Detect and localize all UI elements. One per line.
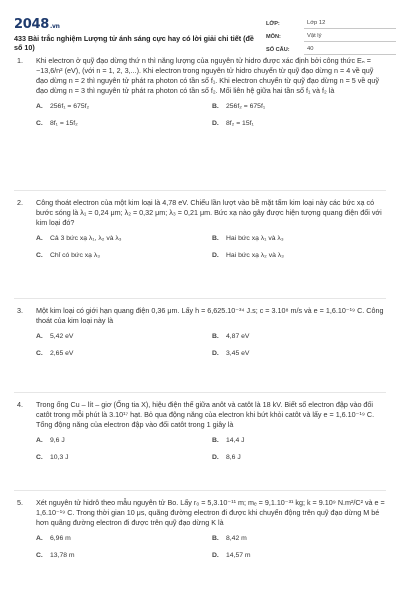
question-text: Khi electron ở quỹ đạo dừng thứ n thì năng lượng của nguyên tử hidro được xác định bởi công thức Eₙ = −13,6/n² (eV), (với n = 1, 2, 3,...). Khi electron trong nguyên tử hidro chuyển từ quỹ đạo dừng n = 4 về quỹ đạo dừng n = 2 thì nguyên tử phát ra photon có tần số f₁. Khi electron chuyển từ quỹ đạo dừng n = 5 về quỹ đạo dừng n = 3 thì nguyên tử phát ra photon có tần số f₂. Mối liên hệ giữa hai tần số f₁ và f₂ là (36, 56, 379, 96)
subject-value: Vật lý (304, 31, 396, 42)
answer-option-b[interactable] (212, 234, 388, 243)
option-text: Chỉ có bức xạ λ₃ (50, 252, 101, 260)
option-text: 6,96 m (50, 535, 71, 543)
option-text: 3,45 eV (226, 350, 250, 358)
option-text: 13,78 m (50, 552, 75, 560)
option-key: A. (36, 437, 43, 445)
answer-option-b[interactable] (212, 332, 388, 341)
option-text: 14,4 J (226, 437, 245, 445)
option-text: 8,42 m (226, 535, 247, 543)
question-3 (14, 306, 386, 359)
option-text: 256f₁ = 675f₂ (50, 103, 90, 111)
option-text: 2,65 eV (50, 350, 74, 358)
question-text: Trong ống Cu – lít – giơ (Ống tia X), hiệu điện thế giữa anôt và catôt là 18 kV. Biết số electron đập vào đối catôt trong mỗi phút là 3.10¹⁷ hạt. Bỏ qua động năng của electron khi bứt khỏi catôt và lấy e = 1,6.10⁻¹⁹ C. Tổng động năng của electron đập vào đối catôt trong 1 giây là (36, 400, 375, 430)
option-key: B. (212, 103, 219, 111)
question-text: Một kim loại có giới hạn quang điện 0,36 μm. Lấy h = 6,625.10⁻³⁴ J.s; c = 3.10⁸ m/s và e = 1,6.10⁻¹⁹ C. Công thoát của kim loại này là (36, 306, 384, 326)
question-count-value: 40 (304, 44, 396, 55)
class-label: LỚP: (266, 21, 280, 28)
question-number: 5. (17, 498, 23, 507)
question-1 (14, 56, 386, 129)
option-text: 9,6 J (50, 437, 65, 445)
question-divider (14, 490, 386, 491)
question-count-label: SỐ CÂU: (266, 47, 290, 54)
class-value: Lớp 12 (304, 18, 396, 29)
question-text: Công thoát electron của một kim loại là 4,78 eV. Chiếu lần lượt vào bề mặt tấm kim loại này các bức xạ có bước sóng là λ₁ = 0,24 μm; λ₂ = 0,32 μm; λ₃ = 0,21 μm. Bức xạ nào gây được hiện tượng quang điện đối với kim loại đó? (36, 198, 382, 228)
option-text: 4,87 eV (226, 333, 250, 341)
option-key: A. (36, 235, 43, 243)
answer-option-a[interactable] (36, 234, 212, 243)
answer-option-a[interactable] (36, 534, 212, 543)
answer-option-b[interactable] (212, 534, 388, 543)
option-key: D. (212, 552, 219, 560)
answer-option-c[interactable] (36, 551, 212, 560)
question-number: 1. (17, 56, 23, 65)
option-key: C. (36, 252, 43, 260)
option-text: 256f₂ = 675f₁ (226, 103, 266, 111)
answer-option-a[interactable] (36, 332, 212, 341)
answer-option-c[interactable] (36, 119, 212, 128)
answer-option-b[interactable] (212, 436, 388, 445)
option-key: D. (212, 454, 219, 462)
answer-option-d[interactable] (212, 453, 388, 462)
question-divider (14, 392, 386, 393)
option-key: A. (36, 333, 43, 341)
answer-options (36, 436, 386, 462)
logo-suffix: .vn (49, 23, 60, 30)
option-text: Hai bức xạ λ₂ và λ₃ (226, 252, 284, 260)
class-row (266, 16, 396, 29)
answer-option-c[interactable] (36, 251, 212, 260)
option-key: D. (212, 350, 219, 358)
option-text: Cả 3 bức xạ λ₁, λ₂ và λ₃ (50, 235, 122, 243)
document-title: 433 Bài trắc nghiệm Lượng tử ánh sáng cực hay có lời giải chi tiết (đề số 10) (14, 34, 254, 53)
question-divider (14, 298, 386, 299)
option-text: 10,3 J (50, 454, 69, 462)
option-key: A. (36, 535, 43, 543)
option-key: A. (36, 103, 43, 111)
site-logo[interactable] (14, 16, 60, 34)
question-divider (14, 190, 386, 191)
option-text: 8f₁ = 15f₂ (50, 120, 78, 128)
answer-option-d[interactable] (212, 251, 388, 260)
answer-option-c[interactable] (36, 453, 212, 462)
option-key: C. (36, 454, 43, 462)
info-panel (266, 16, 396, 55)
option-key: C. (36, 350, 43, 358)
answer-option-d[interactable] (212, 349, 388, 358)
question-text: Xét nguyên tử hidrô theo mẫu nguyên tử Bo. Lấy r₀ = 5,3.10⁻¹¹ m; mₑ = 9,1.10⁻³¹ kg; k = 9.10⁹ N.m²/C² và e = 1,6.10⁻¹⁹ C. Trong thời gian 10 μs, quãng đường electron đi được khi chuyển động trên quỹ đạo dừng M bé hơn quãng đường electron đi được trên quỹ đạo dừng K là (36, 498, 385, 528)
option-key: D. (212, 120, 219, 128)
question-2 (14, 198, 386, 261)
answer-option-a[interactable] (36, 102, 212, 111)
subject-label: MÔN: (266, 34, 281, 41)
option-key: B. (212, 535, 219, 543)
answer-options (36, 332, 386, 358)
logo-text: 2048 (14, 17, 49, 32)
document-header (14, 12, 386, 62)
answer-options (36, 234, 386, 260)
question-number: 3. (17, 306, 23, 315)
answer-options (36, 102, 386, 128)
option-text: 5,42 eV (50, 333, 74, 341)
option-key: B. (212, 437, 219, 445)
question-5 (14, 498, 386, 561)
subject-row (266, 29, 396, 42)
answer-option-a[interactable] (36, 436, 212, 445)
answer-option-c[interactable] (36, 349, 212, 358)
option-key: C. (36, 552, 43, 560)
option-key: D. (212, 252, 219, 260)
option-key: B. (212, 333, 219, 341)
option-text: 8,6 J (226, 454, 241, 462)
question-count-row (266, 42, 396, 55)
option-key: C. (36, 120, 43, 128)
option-text: Hai bức xạ λ₁ và λ₃ (226, 235, 284, 243)
answer-option-d[interactable] (212, 551, 388, 560)
question-number: 2. (17, 198, 23, 207)
answer-option-d[interactable] (212, 119, 388, 128)
question-number: 4. (17, 400, 23, 409)
answer-option-b[interactable] (212, 102, 388, 111)
option-key: B. (212, 235, 219, 243)
option-text: 8f₂ = 15f₁ (226, 120, 254, 128)
option-text: 14,57 m (226, 552, 251, 560)
question-4 (14, 400, 386, 463)
answer-options (36, 534, 386, 560)
